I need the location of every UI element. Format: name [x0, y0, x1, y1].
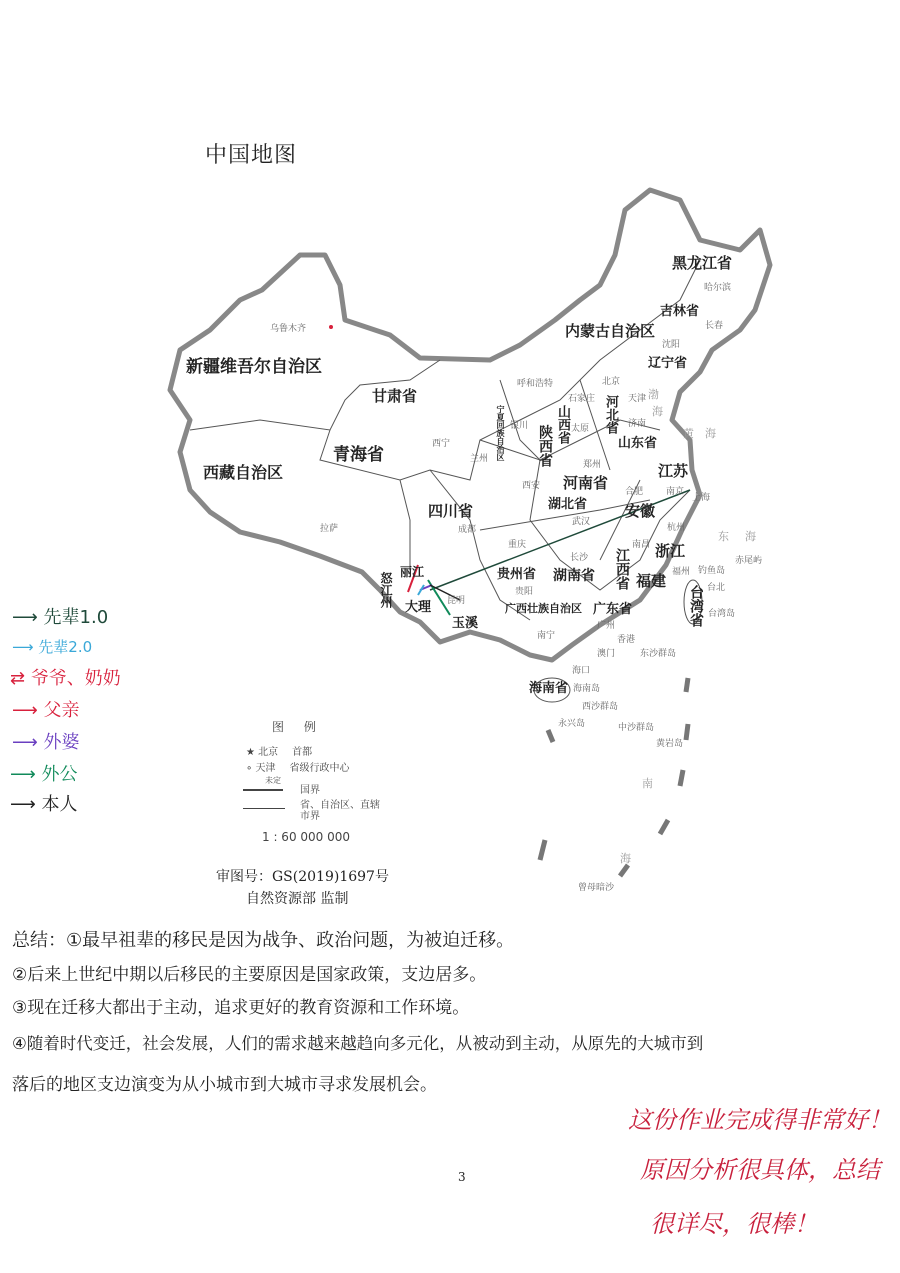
city-label: 合肥 — [625, 487, 644, 497]
city-label: 广州 — [597, 621, 616, 631]
arrow-right-icon: ⟶ — [12, 607, 44, 628]
city-label: 西宁 — [432, 439, 451, 449]
legend-ancestor-1: ⟶ 先辈1.0 — [12, 607, 109, 628]
arrow-right-icon: ⟶ — [10, 794, 42, 815]
city-label: 杭州 — [667, 523, 686, 533]
island-label: 永兴岛 — [558, 719, 586, 729]
legend-self: ⟶ 本人 — [10, 794, 78, 815]
annotation-nujiang: 怒江州 — [379, 572, 393, 608]
province-label: 青海省 — [333, 445, 384, 465]
province-label: 河北省 — [603, 395, 618, 434]
city-label: 长春 — [705, 321, 724, 331]
double-arrow-icon: ⇄ — [10, 668, 31, 689]
province-label: 甘肃省 — [372, 387, 418, 405]
city-label: 澳门 — [597, 649, 616, 659]
city-label: 乌鲁木齐 — [270, 324, 307, 334]
legend-maternal-grandmother: ⟶ 外婆 — [12, 732, 80, 753]
province-label: 新疆维吾尔自治区 — [186, 357, 322, 377]
summary-line-1: 总结：①最早祖辈的移民是因为战争、政治问题，为被迫迁移。 — [12, 930, 515, 951]
summary-line-5: 落后的地区支边演变为从小城市到大城市寻求发展机会。 — [12, 1075, 437, 1095]
sea-label: 海 — [705, 427, 716, 440]
province-label: 安徽 — [625, 502, 656, 520]
island-label: 中沙群岛 — [618, 723, 655, 733]
sea-label: 海 — [745, 530, 756, 543]
legend-national-border: 国界 — [300, 785, 320, 796]
island-label: 海南岛 — [573, 684, 601, 694]
summary-line-3: ③现在迁移大都出于主动，追求更好的教育资源和工作环境。 — [12, 998, 470, 1018]
city-label: 郑州 — [583, 460, 602, 470]
city-label: 台北 — [707, 583, 726, 593]
province-label: 江苏 — [658, 462, 689, 480]
legend-capital: ★ 北京 首都 — [246, 747, 313, 758]
city-label: 长沙 — [570, 553, 589, 563]
teacher-comment-line-1: 这份作业完成得非常好！ — [628, 1106, 892, 1134]
legend-ancestor-2: ⟶ 先辈2.0 — [12, 638, 93, 656]
province-label: 四川省 — [428, 502, 474, 520]
island-label: 西沙群岛 — [582, 702, 619, 712]
province-label: 福建 — [636, 572, 667, 590]
legend-father: ⟶ 父亲 — [12, 700, 80, 721]
approval-number: 审图号：GS(2019)1697号 — [216, 869, 389, 885]
sea-label: 黄 — [683, 427, 694, 440]
arrow-right-icon: ⟶ — [12, 700, 44, 721]
province-label: 海南省 — [529, 681, 569, 696]
province-label: 山西省 — [555, 405, 570, 444]
province-label: 江西省 — [614, 548, 630, 590]
city-label: 成都 — [458, 525, 477, 535]
summary-line-2: ②后来上世纪中期以后移民的主要原因是国家政策，支边居多。 — [12, 965, 487, 985]
sea-label: 海 — [620, 852, 631, 865]
city-label: 天津 — [628, 394, 647, 404]
sea-label: 东 — [718, 530, 729, 543]
province-label: 吉林省 — [660, 304, 700, 319]
city-label: 呼和浩特 — [517, 379, 554, 389]
map-title: 中国地图 — [205, 143, 298, 168]
legend-provincial-center: ∘ 天津 省级行政中心 — [246, 763, 350, 774]
city-label: 南宁 — [537, 631, 556, 641]
map-scale: 1 : 60 000 000 — [262, 830, 351, 844]
map-legend-title: 图 例 — [272, 720, 324, 734]
city-label: 福州 — [672, 567, 691, 577]
city-label: 济南 — [628, 419, 647, 429]
legend-grandparents: ⇄ 爷爷、奶奶 — [10, 668, 121, 689]
island-label: 曾母暗沙 — [578, 883, 615, 893]
city-label: 南昌 — [632, 540, 651, 550]
city-label: 香港 — [617, 635, 636, 645]
city-label: 南京 — [666, 487, 685, 497]
island-label: 台湾岛 — [708, 609, 736, 619]
province-label: 湖南省 — [553, 568, 595, 584]
province-label: 黑龙江省 — [672, 254, 733, 272]
city-label: 昆明 — [447, 596, 466, 606]
city-label: 银川 — [510, 421, 529, 431]
city-label: 石家庄 — [568, 394, 596, 404]
sea-label: 南 — [642, 777, 653, 790]
province-label: 宁夏回族自治区 — [496, 405, 505, 461]
teacher-comment-line-2: 原因分析很具体，总结 — [640, 1156, 880, 1184]
arrow-right-icon: ⟶ — [10, 764, 42, 785]
city-label: 重庆 — [508, 540, 527, 550]
province-label: 广东省 — [593, 602, 633, 617]
provincial-border-sample — [243, 808, 285, 809]
city-label: 沈阳 — [662, 340, 681, 350]
province-label: 湖北省 — [548, 497, 588, 512]
province-label: 山东省 — [618, 436, 658, 451]
city-label: 贵阳 — [515, 587, 534, 597]
island-label: 钓鱼岛 — [698, 566, 726, 576]
annotation-lijiang: 丽江 — [400, 565, 425, 579]
annotation-yuxi: 玉溪 — [452, 616, 479, 631]
sea-label: 渤 — [648, 388, 659, 401]
city-label: 上海 — [692, 493, 711, 503]
circle-icon: ∘ — [246, 763, 256, 774]
island-label: 黄岩岛 — [656, 739, 684, 749]
star-icon: ★ — [246, 747, 259, 758]
page-number: 3 — [458, 1170, 466, 1184]
arrow-right-icon: ⟶ — [12, 638, 39, 656]
city-label: 拉萨 — [320, 524, 339, 534]
province-label: 西藏自治区 — [203, 463, 284, 482]
province-label: 台湾省 — [688, 585, 704, 627]
annotation-dali: 大理 — [405, 600, 432, 615]
legend-maternal-grandfather: ⟶ 外公 — [10, 764, 78, 785]
summary-line-4: ④随着时代变迁，社会发展，人们的需求越来越趋向多元化，从被动到主动，从原先的大城市到 — [12, 1034, 704, 1053]
teacher-comment-line-3: 很详尽，很棒！ — [650, 1210, 818, 1238]
city-label: 哈尔滨 — [704, 283, 732, 293]
legend-undetermined: 未定 — [265, 776, 281, 785]
city-label: 北京 — [602, 377, 621, 387]
arrow-right-icon: ⟶ — [12, 732, 44, 753]
province-label: 河南省 — [563, 474, 609, 492]
sea-label: 海 — [652, 405, 663, 418]
province-label: 浙江 — [655, 542, 686, 560]
province-label: 内蒙古自治区 — [565, 322, 656, 340]
city-label: 海口 — [572, 666, 591, 676]
city-label: 武汉 — [572, 517, 591, 527]
city-label: 兰州 — [470, 454, 489, 464]
province-label: 辽宁省 — [648, 356, 688, 371]
province-label: 广西壮族自治区 — [505, 602, 582, 615]
city-label: 太原 — [571, 424, 590, 434]
map-supervisor: 自然资源部 监制 — [246, 891, 349, 907]
city-label: 西安 — [522, 481, 541, 491]
island-label: 赤尾屿 — [735, 556, 763, 566]
province-label: 贵州省 — [497, 567, 537, 582]
province-label: 陕西省 — [537, 425, 553, 467]
urumqi-red-dot — [329, 325, 333, 329]
national-border-sample — [243, 789, 283, 791]
island-label: 东沙群岛 — [640, 649, 677, 659]
legend-provincial-border: 省、自治区、直辖市界 — [300, 800, 380, 822]
